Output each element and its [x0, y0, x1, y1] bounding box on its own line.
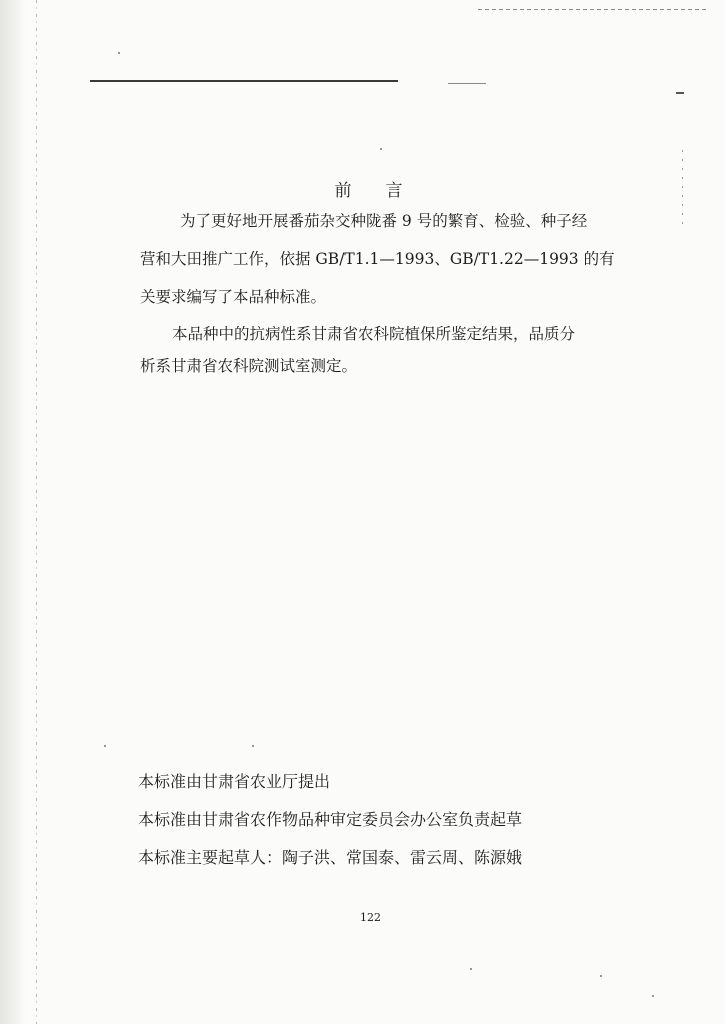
header-rule-fragment	[448, 83, 486, 84]
scan-binding-edge	[36, 0, 37, 1024]
scan-speck	[118, 52, 120, 54]
paragraph-1-line-2: 营和大田推广工作，依据 GB/T1.1—1993、GB/T1.22—1993 的有	[140, 250, 615, 268]
scan-mark	[676, 92, 684, 94]
scan-top-dash	[478, 9, 708, 10]
scan-speck	[652, 995, 654, 997]
page-number: 122	[360, 911, 381, 924]
scan-speck	[470, 968, 472, 970]
scan-speck	[380, 148, 382, 150]
paragraph-1-line-1: 为了更好地开展番茄杂交种陇番 9 号的繁育、检验、种子经	[180, 212, 588, 230]
paragraph-2-line-2: 析系甘肃省农科院测试室测定。	[140, 357, 358, 375]
footer-proposer: 本标准由甘肃省农业厅提出	[138, 772, 331, 791]
scan-speck	[104, 745, 106, 747]
footer-drafting-office: 本标准由甘肃省农作物品种审定委员会办公室负责起草	[138, 810, 523, 829]
scan-speck	[600, 975, 602, 977]
scan-speck	[252, 745, 254, 747]
scan-shadow-edge	[0, 0, 26, 1024]
paragraph-2-line-1: 本品种中的抗病性系甘肃省农科院植保所鉴定结果，品质分	[172, 325, 576, 343]
paragraph-1-line-3: 关要求编写了本品种标准。	[140, 288, 327, 306]
preface-title: 前言	[334, 181, 437, 201]
header-rule	[90, 80, 398, 82]
footer-drafters: 本标准主要起草人：陶子洪、常国泰、雷云周、陈源娥	[138, 848, 523, 867]
